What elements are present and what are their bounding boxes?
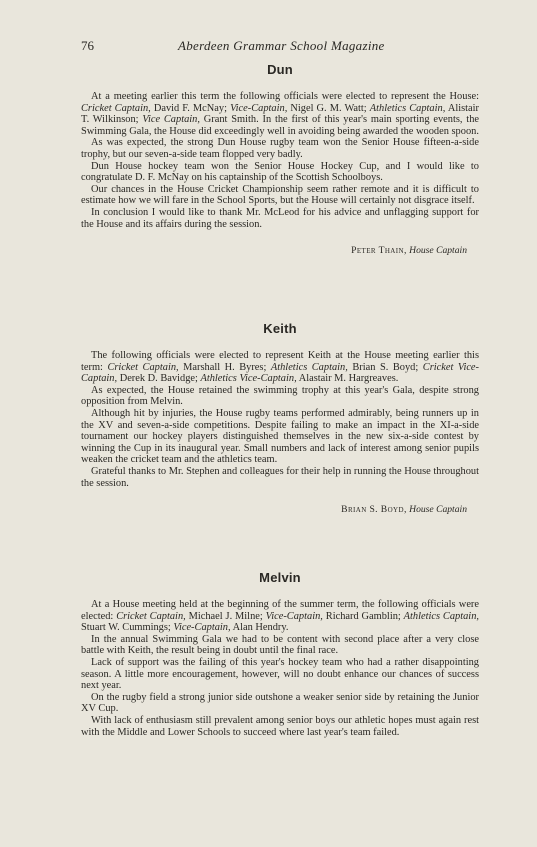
paragraph: [81, 599, 479, 634]
text-run: Richard Gamblin;: [322, 610, 404, 622]
signature-role: House Captain: [409, 504, 467, 516]
paragraph: [81, 466, 479, 489]
text-run: Marshall H. Byres;: [178, 361, 271, 373]
paragraph: [81, 137, 479, 160]
paragraph: [81, 91, 479, 137]
italic-run: Cricket Vice-Captain,: [81, 361, 480, 385]
house-report-dun: [81, 62, 479, 256]
italic-run: Vice-Captain,: [173, 622, 231, 634]
text-run: Grant Smith. In the first of this year's main sporting events, the Swimming Gala, the House did exceedingly well in avoiding being awarded the wooden spoon.: [81, 114, 479, 137]
report-body: [81, 350, 479, 489]
italic-run: Vice Captain,: [142, 114, 200, 126]
text-run: Brian S. Boyd;: [347, 361, 423, 373]
text-run: On the rugby field a strong junior side outshone a weaker senior side by retaining the Junior XV Cup.: [81, 691, 479, 715]
text-run: Although hit by injuries, the House rugby teams performed admirably, being runners up in the XV and seven-a-side competitions. Despite failing to make an impact in the XI-a-side tournament our hockey players distinguished themselves in the new six-a-side contest by winning the Cup in its inaugural year. Small numbers and lack of interest among senior pupils weaken the cricket team and the athletics team.: [81, 407, 479, 466]
house-heading: Keith: [263, 321, 297, 336]
text-run: Alistair T. Wilkinson;: [81, 102, 479, 126]
text-run: Lack of support was the failing of this year's hockey team who had a rather disappointing season. A little more encouragement, however, will no doubt enhance our chances of success next year.: [81, 656, 479, 692]
paragraph: [81, 184, 479, 207]
italic-run: Vice-Captain,: [230, 102, 288, 114]
italic-run: Athletics Captain,: [403, 610, 479, 622]
italic-run: Athletics Vice-Captain,: [200, 373, 297, 385]
paragraph: [81, 408, 479, 466]
running-head: [0, 38, 537, 54]
text-run: As was expected, the strong Dun House rugby team won the Senior House fifteen-a-side trophy, but our seven-a-side team flopped very badly.: [81, 137, 479, 160]
italic-run: Athletics Captain,: [369, 102, 446, 114]
text-run: With lack of enthusiasm still prevalent among senior boys our athletic hopes must again rest with the Middle and Lower Schools to succeed where last year's team failed.: [81, 714, 479, 738]
paragraph: [81, 207, 479, 230]
page-number: 76: [81, 38, 94, 53]
signature-role: House Captain: [409, 245, 467, 257]
text-run: As expected, the House retained the swimming trophy at this year's Gala, despite strong opposition from Melvin.: [81, 384, 479, 408]
text-run: Grateful thanks to Mr. Stephen and colleagues for their help in running the House throughout the session.: [81, 465, 479, 489]
signature-name: Brian S. Boyd,: [341, 504, 407, 516]
house-report-melvin: [81, 570, 479, 738]
paragraph: [81, 161, 479, 184]
italic-run: Cricket Captain,: [107, 361, 179, 373]
text-run: Derek D. Bavidge;: [117, 373, 201, 385]
text-run: Dun House hockey team won the Senior House Hockey Cup, and I would like to congratulate D. F. McNay on his captainship of the Scottish Schoolboys.: [81, 160, 479, 184]
text-run: In conclusion I would like to thank Mr. McLeod for his advice and unflagging support for the House and its affairs during the session.: [81, 206, 479, 230]
house-heading: Melvin: [259, 570, 301, 585]
italic-run: Cricket Captain,: [116, 610, 186, 622]
text-run: Alan Hendry.: [230, 622, 289, 634]
signature: [81, 245, 479, 256]
signature: [81, 504, 479, 515]
paragraph: [81, 350, 479, 385]
text-run: At a House meeting held at the beginning of the summer term, the following officials were elected:: [81, 599, 479, 622]
text-run: Michael J. Milne;: [185, 610, 266, 622]
text-run: At a meeting earlier this term the following officials were elected to represent the House:: [91, 91, 479, 102]
signature-name: Peter Thain,: [351, 245, 407, 257]
text-run: Stuart W. Cummings;: [81, 622, 174, 634]
italic-run: Athletics Captain,: [270, 361, 348, 373]
magazine-title: Aberdeen Grammar School Magazine: [178, 38, 385, 53]
text-run: Nigel G. M. Watt;: [287, 102, 370, 114]
text-run: Alastair M. Hargreaves.: [296, 373, 399, 385]
paragraph: [81, 385, 479, 408]
paragraph: [81, 657, 479, 692]
house-report-keith: [81, 321, 479, 515]
text-run: David F. McNay;: [150, 102, 231, 114]
text-run: The following officials were elected to represent Keith at the House meeting earlier this term:: [81, 350, 479, 373]
report-body: [81, 91, 479, 230]
report-body: [81, 599, 479, 738]
paragraph: [81, 634, 479, 657]
paragraph: [81, 692, 479, 715]
italic-run: Cricket Captain,: [81, 102, 151, 114]
italic-run: Vice-Captain,: [265, 610, 323, 622]
text-run: Our chances in the House Cricket Championship seem rather remote and it is difficult to estimate how we will fare in the School Sports, but the House will certainly not disgrace itself.: [81, 183, 479, 207]
house-heading: Dun: [267, 62, 293, 77]
text-run: In the annual Swimming Gala we had to be content with second place after a very close battle with Keith, the result being in doubt until the final race.: [81, 633, 479, 657]
paragraph: [81, 715, 479, 738]
